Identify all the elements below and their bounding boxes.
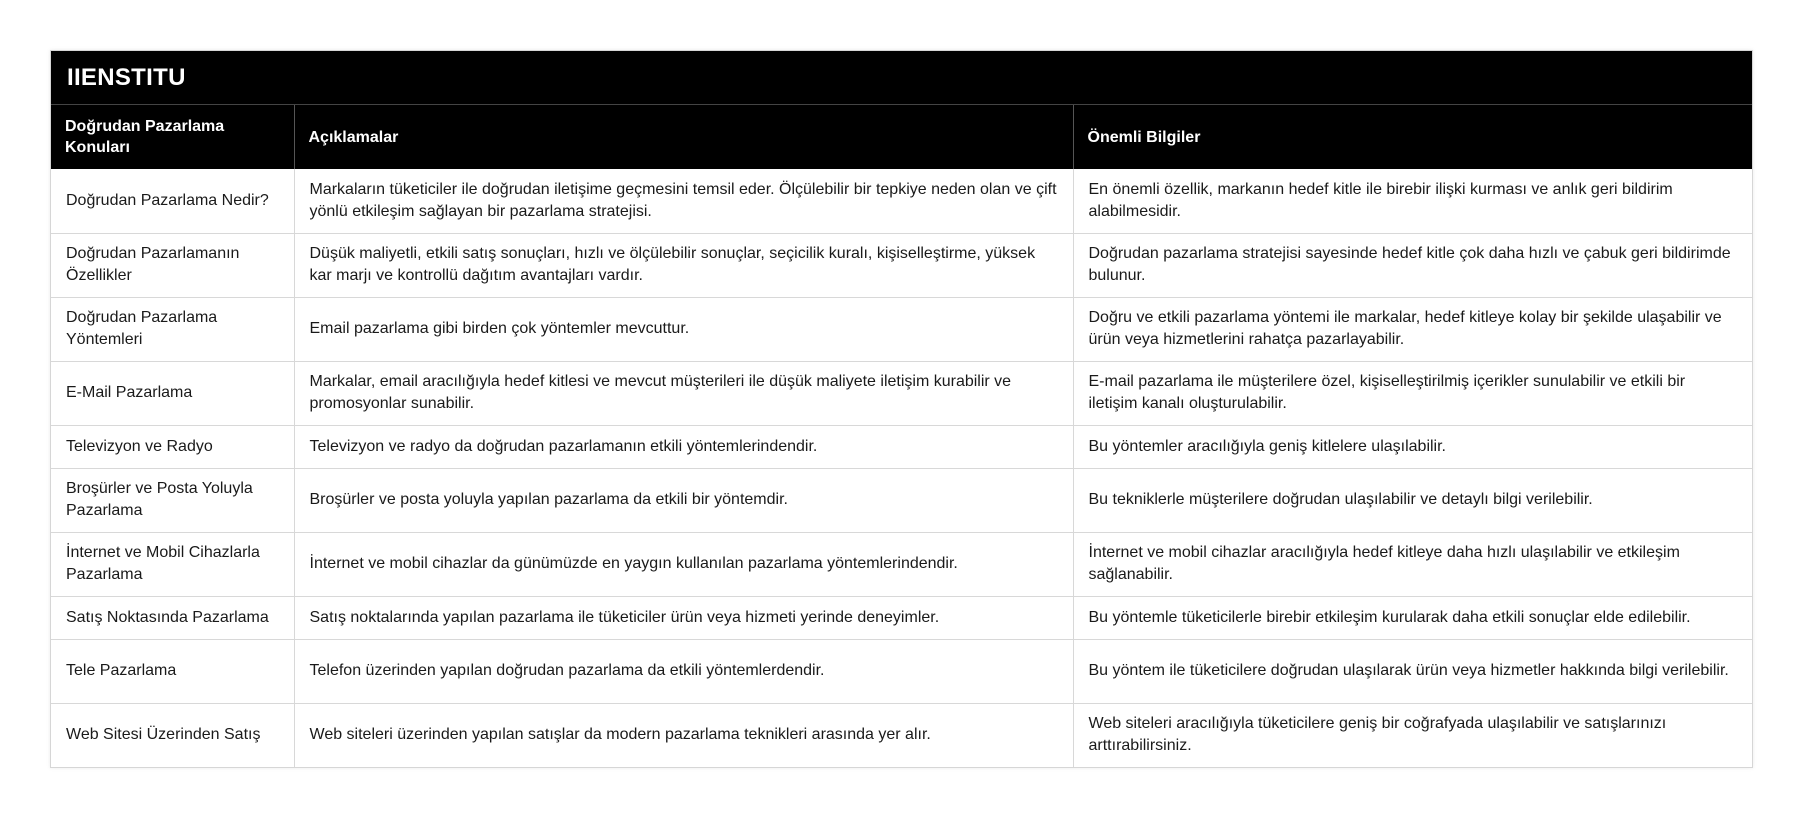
table-cell: Tele Pazarlama xyxy=(51,639,294,703)
table-row xyxy=(51,297,1752,361)
table-row xyxy=(51,703,1752,767)
brand-title: IIENSTITU xyxy=(51,51,1752,105)
table-cell: Düşük maliyetli, etkili satış sonuçları, hızlı ve ölçülebilir sonuçlar, seçicilik kuralı, kişiselleştirme, yüksek kar marjı ve kontrollü dağıtım avantajları vardır. xyxy=(294,233,1073,297)
table-cell: Bu tekniklerle müşterilere doğrudan ulaşılabilir ve detaylı bilgi verilebilir. xyxy=(1073,468,1752,532)
table-row xyxy=(51,532,1752,596)
table-cell: Satış noktalarında yapılan pazarlama ile tüketiciler ürün veya hizmeti yerinde deneyimler. xyxy=(294,596,1073,639)
table-row xyxy=(51,425,1752,468)
table-cell: Doğrudan Pazarlama Nedir? xyxy=(51,169,294,233)
table-cell: Web Sitesi Üzerinden Satış xyxy=(51,703,294,767)
column-header: Açıklamalar xyxy=(294,105,1073,169)
table-cell: İnternet ve mobil cihazlar da günümüzde en yaygın kullanılan pazarlama yöntemlerindendir. xyxy=(294,532,1073,596)
table-cell: İnternet ve mobil cihazlar aracılığıyla hedef kitleye daha hızlı ulaşılabilir ve etkileşim sağlanabilir. xyxy=(1073,532,1752,596)
table-cell: Markaların tüketiciler ile doğrudan iletişime geçmesini temsil eder. Ölçülebilir bir tepkiye neden olan ve çift yönlü etkileşim sağlayan bir pazarlama stratejisi. xyxy=(294,169,1073,233)
table-row xyxy=(51,596,1752,639)
table-cell: Doğru ve etkili pazarlama yöntemi ile markalar, hedef kitleye kolay bir şekilde ulaşabilir ve ürün veya hizmetlerini rahatça pazarlayabilir. xyxy=(1073,297,1752,361)
table-cell: Satış Noktasında Pazarlama xyxy=(51,596,294,639)
table-cell: Broşürler ve posta yoluyla yapılan pazarlama da etkili bir yöntemdir. xyxy=(294,468,1073,532)
table-cell: Doğrudan pazarlama stratejisi sayesinde hedef kitle çok daha hızlı ve çabuk geri bildirimde bulunur. xyxy=(1073,233,1752,297)
table-cell: Doğrudan Pazarlama Yöntemleri xyxy=(51,297,294,361)
table-cell: En önemli özellik, markanın hedef kitle ile birebir ilişki kurması ve anlık geri bildirim alabilmesidir. xyxy=(1073,169,1752,233)
table-card xyxy=(50,50,1753,768)
table-cell: İnternet ve Mobil Cihazlarla Pazarlama xyxy=(51,532,294,596)
table-cell: Televizyon ve radyo da doğrudan pazarlamanın etkili yöntemlerindendir. xyxy=(294,425,1073,468)
table-cell: Doğrudan Pazarlamanın Özellikler xyxy=(51,233,294,297)
column-header: Önemli Bilgiler xyxy=(1073,105,1752,169)
table-cell: Markalar, email aracılığıyla hedef kitlesi ve mevcut müşterileri ile düşük maliyete iletişim kurabilir ve promosyonlar sunabilir. xyxy=(294,361,1073,425)
table-cell: Bu yöntemle tüketicilerle birebir etkileşim kurularak daha etkili sonuçlar elde edilebilir. xyxy=(1073,596,1752,639)
table-cell: Bu yöntemler aracılığıyla geniş kitlelere ulaşılabilir. xyxy=(1073,425,1752,468)
table-row xyxy=(51,361,1752,425)
data-table xyxy=(51,105,1752,767)
table-cell: Televizyon ve Radyo xyxy=(51,425,294,468)
table-header-row xyxy=(51,105,1752,169)
table-row xyxy=(51,233,1752,297)
table-row xyxy=(51,169,1752,233)
table-row xyxy=(51,468,1752,532)
table-row xyxy=(51,639,1752,703)
table-cell: Email pazarlama gibi birden çok yöntemler mevcuttur. xyxy=(294,297,1073,361)
table-cell: E-mail pazarlama ile müşterilere özel, kişiselleştirilmiş içerikler sunulabilir ve etkili bir iletişim kanalı oluşturulabilir. xyxy=(1073,361,1752,425)
table-cell: Web siteleri üzerinden yapılan satışlar da modern pazarlama teknikleri arasında yer alır. xyxy=(294,703,1073,767)
table-cell: E-Mail Pazarlama xyxy=(51,361,294,425)
table-cell: Telefon üzerinden yapılan doğrudan pazarlama da etkili yöntemlerdendir. xyxy=(294,639,1073,703)
table-cell: Broşürler ve Posta Yoluyla Pazarlama xyxy=(51,468,294,532)
table-cell: Web siteleri aracılığıyla tüketicilere geniş bir coğrafyada ulaşılabilir ve satışlarınızı arttırabilirsiniz. xyxy=(1088,715,1667,755)
table-cell: Bu yöntem ile tüketicilere doğrudan ulaşılarak ürün veya hizmetler hakkında bilgi verilebilir. xyxy=(1073,639,1752,703)
column-header: Doğrudan Pazarlama Konuları xyxy=(51,105,294,169)
